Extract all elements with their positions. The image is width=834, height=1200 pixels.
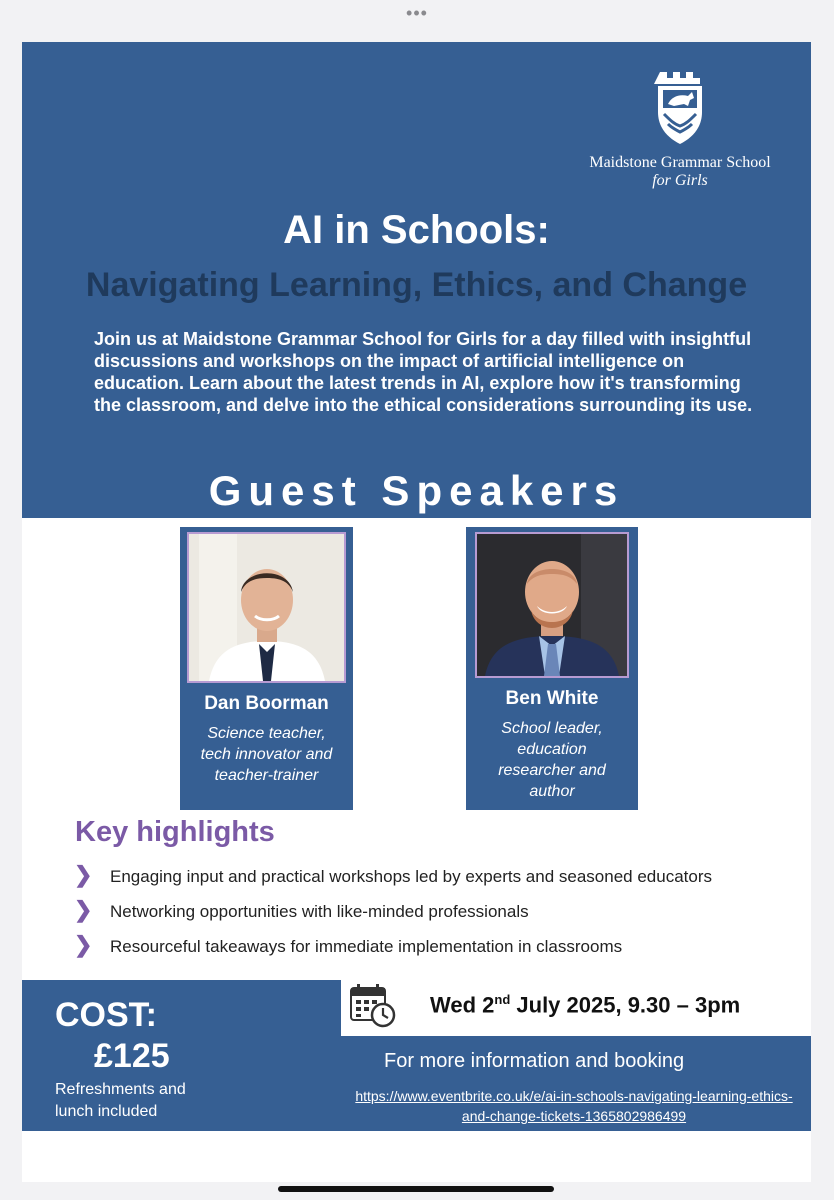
speaker-card-dan-boorman (180, 527, 353, 810)
highlights-heading: Key highlights (75, 816, 275, 848)
highlight-item: ❯ Resourceful takeaways for immediate implementation in classrooms (74, 932, 623, 957)
event-flyer (22, 42, 811, 1182)
cost-label: COST: (55, 996, 157, 1034)
chevron-right-icon: ❯ (74, 932, 93, 957)
event-title: AI in Schools: (283, 208, 550, 252)
school-crest-icon (654, 68, 706, 148)
speaker-name: Ben White (505, 688, 599, 709)
home-indicator[interactable] (278, 1186, 554, 1192)
school-name: Maidstone Grammar School (589, 154, 771, 171)
speaker-role: Science teacher, tech innovator and teacher-trainer (200, 725, 333, 784)
drag-handle-dots[interactable]: ••• (406, 3, 428, 23)
cost-note: Refreshments and lunch included (55, 1081, 186, 1120)
speaker-photo (187, 532, 346, 683)
speaker-role: School leader, education researcher and author (498, 720, 606, 800)
speaker-name: Dan Boorman (204, 693, 329, 714)
highlight-item: ❯ Engaging input and practical workshops led by experts and seasoned educators (74, 862, 712, 887)
cost-price: £125 (94, 1037, 170, 1075)
speaker-photo (475, 532, 629, 678)
school-name-suffix: for Girls (652, 172, 708, 189)
highlight-item: ❯ Networking opportunities with like-minded professionals (74, 897, 529, 922)
calendar-clock-icon (348, 982, 396, 1033)
chevron-right-icon: ❯ (74, 862, 93, 887)
booking-link[interactable]: https://www.eventbrite.co.uk/e/ai-in-schools-navigating-learning-ethics-and-change-tickets-1365802986499 (355, 1088, 793, 1124)
event-date: Wed 2nd July 2025, 9.30 – 3pm (430, 992, 741, 1018)
school-logo (570, 68, 790, 190)
booking-title: For more information and booking (384, 1050, 685, 1072)
chevron-right-icon: ❯ (74, 897, 93, 922)
footer-strip (22, 1131, 811, 1182)
event-intro: Join us at Maidstone Grammar School for Girls for a day filled with insightful discussions and workshops on the impact of artificial intelligence on education. Learn about the latest trends in AI, explore how it's transforming the classroom, and delve into the ethical considerations surrounding its use. (94, 329, 753, 415)
speakers-heading: Guest Speakers (208, 467, 625, 514)
speaker-card-ben-white (466, 527, 638, 810)
event-subtitle: Navigating Learning, Ethics, and Change (85, 266, 748, 304)
